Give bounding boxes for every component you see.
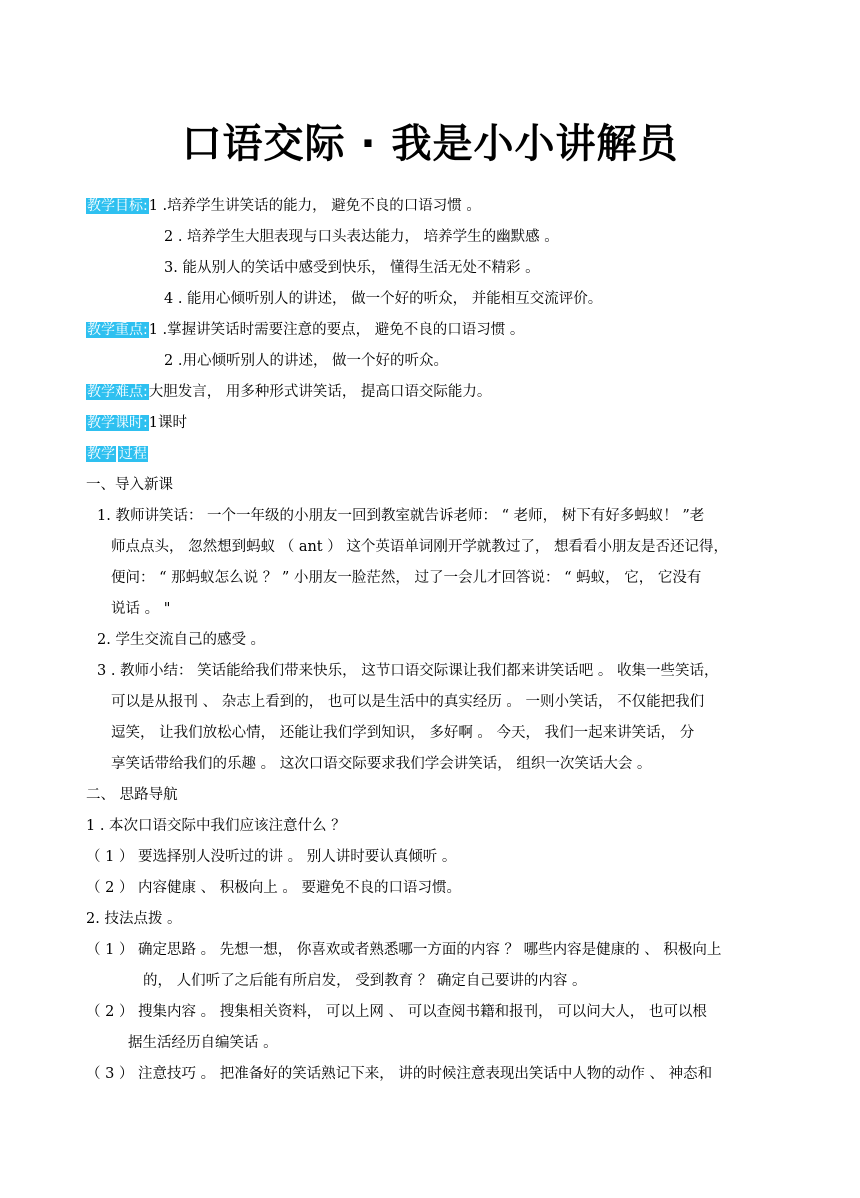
section1-line: 2. 学生交流自己的感受 。 — [97, 632, 266, 648]
keypoints-row-1 — [86, 320, 524, 340]
goals-item: 1 .培养学生讲笑话的能力， 避免不良的口语习惯 。 — [148, 198, 481, 214]
section1-line: 可以是从报刊 、 杂志上看到的， 也可以是生活中的真实经历 。 一则小笑话， 不仅能把我们 — [111, 694, 705, 710]
process-label-a: 教学 — [87, 446, 115, 462]
keypoints-label: 教学重点: — [87, 322, 148, 338]
section2-line: （ 2 ） 搜集内容 。 搜集相关资料， 可以上网 、 可以查阅书籍和报刊， 可以问大人， 也可以根 — [86, 1004, 707, 1020]
goals-item: 4 . 能用心倾听别人的讲述， 做一个好的听众， 并能相互交流评价。 — [164, 291, 603, 307]
section1-line: 3 . 教师小结： 笑话能给我们带来快乐， 这节口语交际课让我们都来讲笑话吧 。 收集一些笑话， — [97, 663, 719, 679]
difficulty-label: 教学难点: — [87, 384, 148, 400]
section2-line: 据生活经历自编笑话 。 — [128, 1035, 278, 1051]
section1-heading: 一、导入新课 — [86, 477, 173, 493]
section2-line: 2. 技法点拨 。 — [86, 911, 182, 927]
section2-line: （ 1 ） 确定思路 。 先想一想， 你喜欢或者熟悉哪一方面的内容 ？ 哪些内容是健康的 、 积极向上 — [86, 942, 722, 958]
difficulty-text: 大胆发言， 用多种形式讲笑话， 提高口语交际能力。 — [148, 384, 492, 400]
duration-text: 1课时 — [148, 415, 187, 431]
duration-row — [86, 413, 187, 433]
goals-row-1 — [86, 196, 481, 216]
section2-line: （ 1 ） 要选择别人没听过的讲 。 别人讲时要认真倾听 。 — [86, 849, 457, 865]
difficulty-row — [86, 382, 491, 402]
section2-heading: 二、 思路导航 — [86, 787, 178, 803]
section1-line: 便问： “ 那蚂蚁怎么说 ？ ” 小朋友一脸茫然， 过了一会儿才回答说： “ 蚂蚁， 它， 它没有 — [111, 570, 702, 586]
goals-item: 3. 能从别人的笑话中感受到快乐， 懂得生活无处不精彩 。 — [164, 260, 540, 276]
keypoints-item: 2 .用心倾听别人的讲述， 做一个好的听众。 — [164, 353, 449, 369]
section2-line: （ 3 ） 注意技巧 。 把准备好的笑话熟记下来， 讲的时候注意表现出笑话中人物的动作 、 神态和 — [86, 1066, 713, 1082]
section1-line: 说话 。 " — [111, 601, 171, 617]
page-title: 口语交际 · 我是小小讲解员 — [181, 121, 679, 167]
section2-line: 1 . 本次口语交际中我们应该注意什么 ？ — [86, 818, 346, 834]
goals-item: 2 . 培养学生大胆表现与口头表达能力， 培养学生的幽默感 。 — [164, 229, 559, 245]
section1-line: 享笑话带给我们的乐趣 。 这次口语交际要求我们学会讲笑话， 组织一次笑话大会 。 — [111, 756, 652, 772]
process-row — [86, 444, 148, 464]
duration-label: 教学课时: — [87, 415, 148, 431]
process-label-b: 过程 — [119, 446, 147, 462]
keypoints-item: 1 .掌握讲笑话时需要注意的要点， 避免不良的口语习惯 。 — [148, 322, 525, 338]
section2-line: 的， 人们听了之后能有所启发， 受到教育 ？ 确定自己要讲的内容 。 — [143, 973, 587, 989]
section1-line: 逗笑， 让我们放松心情， 还能让我们学到知识， 多好啊 。 今天， 我们一起来讲笑话， 分 — [111, 725, 695, 741]
section1-line: 1. 教师讲笑话： 一个一年级的小朋友一回到教室就告诉老师： “ 老师， 树下有好多蚂蚁！ ”老 — [97, 508, 705, 524]
section1-line: 师点点头， 忽然想到蚂蚁 （ ant ） 这个英语单词刚开学就教过了， 想看看小朋友是否还记得， — [111, 539, 728, 555]
goals-label: 教学目标: — [87, 198, 148, 214]
section2-line: （ 2 ） 内容健康 、 积极向上 。 要避免不良的口语习惯。 — [86, 880, 461, 896]
